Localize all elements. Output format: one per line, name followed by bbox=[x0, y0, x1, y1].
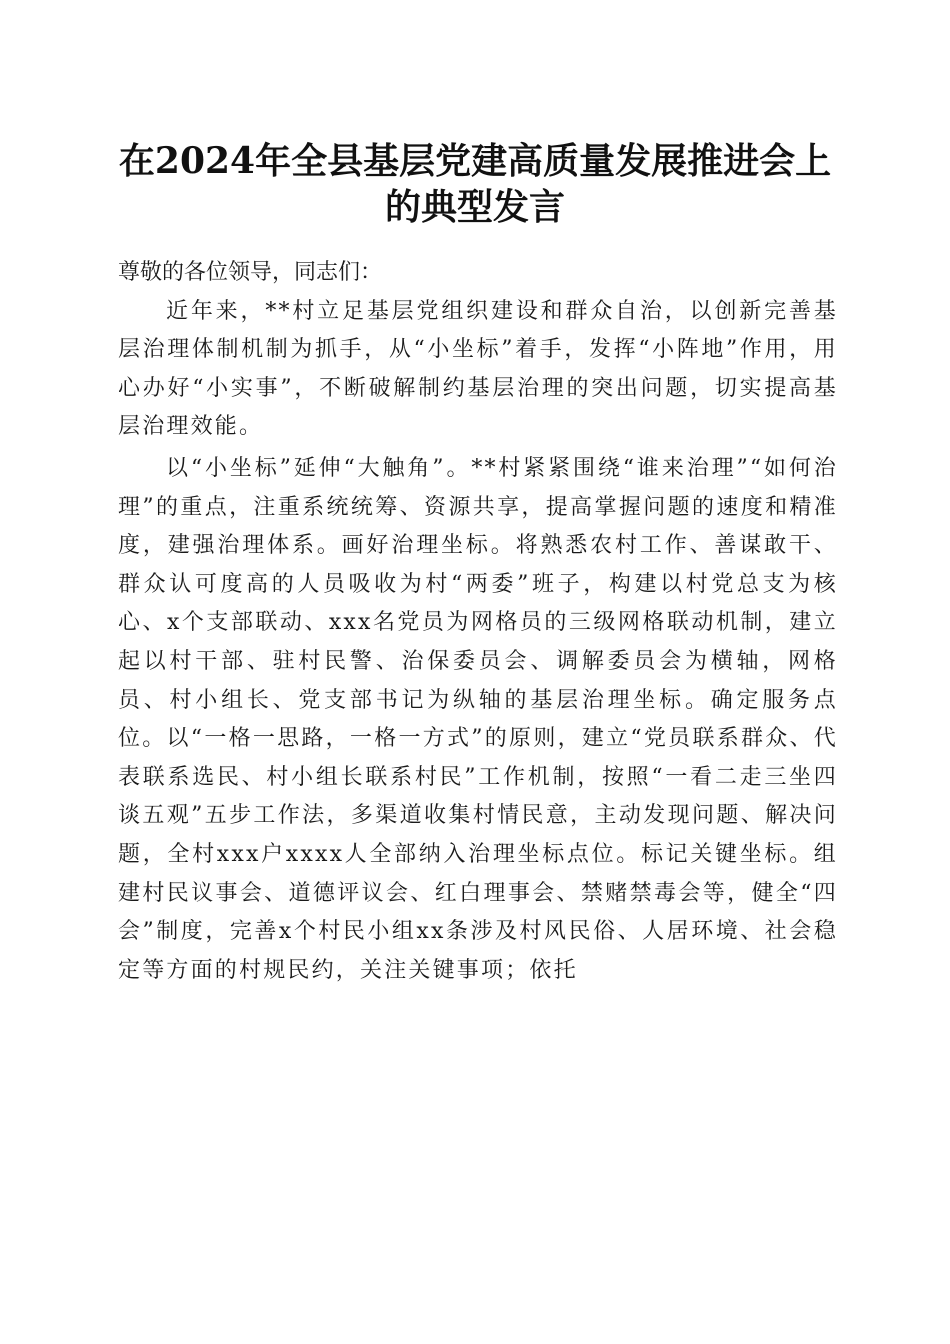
paragraph-intro: 近年来，**村立足基层党组织建设和群众自治，以创新完善基层治理体制机制为抓手，从“小坐标”着手，发挥“小阵地”作用，用心办好“小实事”，不断破解制约基层治理的突出问题，切实提高基层治理效能。 bbox=[118, 298, 838, 440]
paragraph-coordinate: 以“小坐标”延伸“大触角”。**村紧紧围绕“谁来治理”“如何治理”的重点，注重系统统筹、资源共享，提高掌握问题的速度和精准度，建强治理体系。画好治理坐标。将熟悉农村工作、善谋敢干、群众认可度高的人员吸收为村“两委”班子，构建以村党总支为核心、x个支部联动、xxx名党员为网格员的三级网格联动机制，建立起以村干部、驻村民警、治保委员会、调解委员会为横轴，网格员、村小组长、党支部书记为纵轴的基层治理坐标。确定服务点位。以“一格一思路，一格一方式”的原则，建立“党员联系群众、代表联系选民、村小组长联系村民”工作机制，按照“一看二走三坐四谈五观”五步工作法，多渠道收集村情民意，主动发现问题、解决问题，全村xxx户xxxx人全部纳入治理坐标点位。标记关键坐标。组建村民议事会、道德评议会、红白理事会、禁赌禁毒会等，健全“四会”制度，完善x个村民小组xx条涉及村风民俗、人居环境、社会稳定等方面的村规民约，关注关键事项；依托 bbox=[118, 455, 838, 983]
document-body bbox=[118, 254, 838, 990]
salutation: 尊敬的各位领导，同志们： bbox=[118, 260, 383, 285]
document-title bbox=[110, 138, 840, 230]
title-line-1: 在2024年全县基层党建高质量发展推进会上 bbox=[118, 140, 832, 182]
title-line-2: 的典型发言 bbox=[384, 186, 565, 228]
